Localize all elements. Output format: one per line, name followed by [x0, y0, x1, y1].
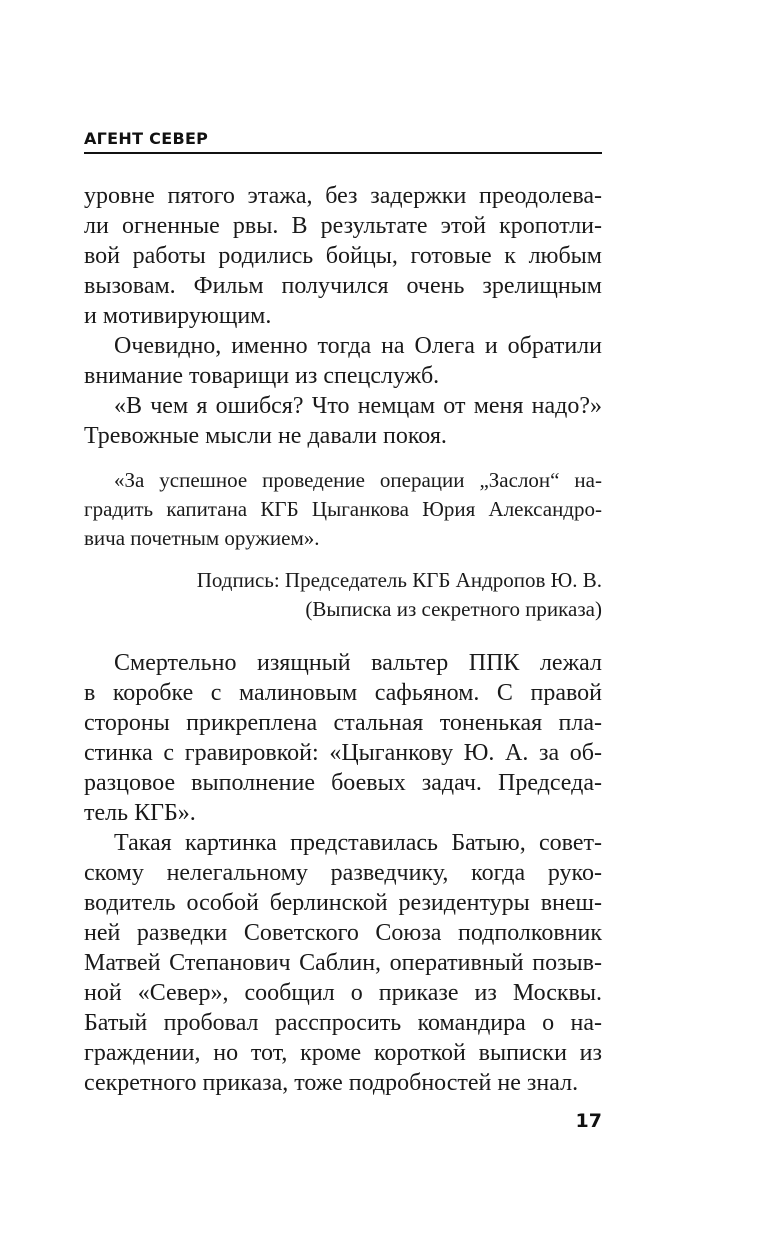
text-line: тель КГБ». — [84, 800, 196, 826]
epigraph-signature — [84, 566, 602, 624]
epigraph-line: «За успешное проведение операции „Заслон“ на- — [114, 468, 602, 492]
epigraph-line: градить капитана КГБ Цыганкова Юрия Александро- — [84, 497, 602, 521]
signature-source: (Выписка из секретного приказа) — [305, 597, 602, 621]
text-line: внимание товарищи из спецслужб. — [84, 363, 440, 389]
text-line: и мотивирующим. — [84, 303, 272, 329]
text-line: в коробке с малиновым сафьяном. С правой — [84, 680, 602, 706]
header-rule — [84, 152, 602, 154]
text-line: Очевидно, именно тогда на Олега и обратили — [114, 333, 602, 359]
text-line: «В чем я ошибся? Что немцам от меня надо?» — [114, 393, 602, 419]
text-line: ной «Север», сообщил о приказе из Москвы. — [84, 980, 602, 1006]
epigraph-line: вича почетным оружием». — [84, 526, 320, 550]
text-line: граждении, но тот, кроме короткой выписки из — [84, 1040, 602, 1066]
text-line: стороны прикреплена стальная тоненькая пла- — [84, 710, 602, 736]
text-line: Смертельно изящный вальтер ППК лежал — [114, 650, 602, 676]
running-title: АГЕНТ СЕВЕР — [84, 129, 209, 148]
text-line: Тревожные мысли не давали покоя. — [84, 423, 447, 449]
text-line: вызовам. Фильм получился очень зрелищным — [84, 273, 602, 299]
text-line: уровне пятого этажа, без задержки преодолева- — [84, 183, 602, 209]
paragraph-block-top — [84, 181, 602, 451]
text-line: стинка с гравировкой: «Цыганкову Ю. А. за об- — [84, 740, 602, 766]
text-line: водитель особой берлинской резидентуры внеш- — [84, 890, 602, 916]
text-line: Такая картинка представилась Батыю, совет- — [114, 830, 602, 856]
text-line: Батый пробовал расспросить командира о на- — [84, 1010, 602, 1036]
text-line: Матвей Степанович Саблин, оперативный позыв- — [84, 950, 602, 976]
signature-line: Подпись: Председатель КГБ Андропов Ю. В. — [196, 568, 602, 592]
text-line: ней разведки Советского Союза подполковник — [84, 920, 602, 946]
text-line: вой работы родились бойцы, готовые к любым — [84, 243, 602, 269]
text-line: разцовое выполнение боевых задач. Председа- — [84, 770, 602, 796]
epigraph — [84, 466, 602, 553]
text-line: скому нелегальному разведчику, когда руко- — [84, 860, 602, 886]
text-line: секретного приказа, тоже подробностей не знал. — [84, 1070, 579, 1096]
page-number: 17 — [575, 1110, 602, 1132]
paragraph-block-bottom — [84, 648, 602, 1098]
text-line: ли огненные рвы. В результате этой кропотли- — [84, 213, 602, 239]
